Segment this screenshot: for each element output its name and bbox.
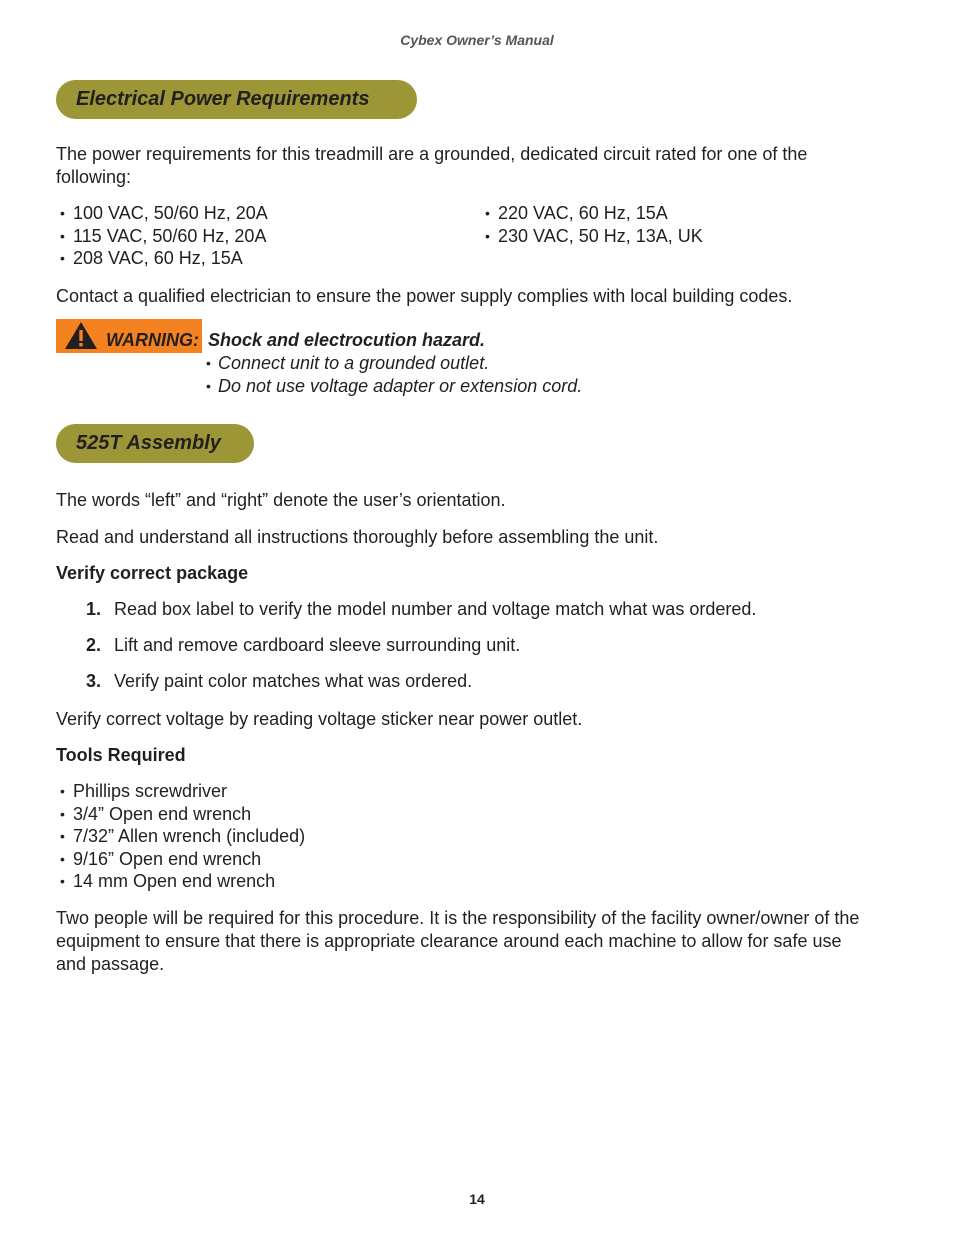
step-text: Read box label to verify the model number and voltage match what was ordered. — [114, 599, 757, 619]
section-title-electrical: Electrical Power Requirements — [56, 80, 417, 119]
orientation-note: The words “left” and “right” denote the user’s orientation. — [56, 490, 506, 510]
step-item — [86, 635, 520, 656]
section-title-assembly: 525T Assembly — [56, 424, 254, 463]
warning-triangle-icon — [64, 321, 98, 350]
list-item: • 9/16” Open end wrench — [60, 848, 305, 871]
verify-package-heading: Verify correct package — [56, 563, 249, 583]
list-item: • 208 VAC, 60 Hz, 15A — [60, 247, 268, 270]
power-intro-line1: The power requirements for this treadmill are a grounded, dedicated circuit rated for one of the — [56, 144, 808, 164]
list-item: • 3/4” Open end wrench — [60, 803, 305, 826]
step-number: 3. — [86, 671, 102, 691]
voltage-list-col2 — [485, 202, 703, 247]
step-number: 1. — [86, 599, 102, 619]
power-intro — [56, 143, 916, 189]
voltage-list-col1 — [60, 202, 268, 270]
list-item: • Phillips screwdriver — [60, 780, 305, 803]
running-header: Cybex Owner’s Manual — [400, 32, 554, 48]
list-item: • 100 VAC, 50/60 Hz, 20A — [60, 202, 268, 225]
list-item: • 7/32” Allen wrench (included) — [60, 825, 305, 848]
step-number: 2. — [86, 635, 102, 655]
tools-heading: Tools Required — [56, 745, 186, 765]
closing-line2: equipment to ensure that there is appropriate clearance around each machine to allow for safe use — [56, 931, 842, 951]
step-item — [86, 599, 756, 620]
read-instructions: Read and understand all instructions thoroughly before assembling the unit. — [56, 527, 659, 547]
step-item — [86, 671, 472, 692]
list-item: • 220 VAC, 60 Hz, 15A — [485, 202, 703, 225]
step-text: Verify paint color matches what was ordered. — [114, 671, 473, 691]
power-intro-line2: following: — [56, 167, 132, 187]
page-number: 14 — [469, 1191, 485, 1207]
list-item: • 14 mm Open end wrench — [60, 870, 305, 893]
warning-label: WARNING: — [106, 330, 199, 350]
closing-line1: Two people will be required for this procedure. It is the responsibility of the facility owner/owner of the — [56, 908, 860, 928]
list-item: • 230 VAC, 50 Hz, 13A, UK — [485, 225, 703, 248]
list-item: • 115 VAC, 50/60 Hz, 20A — [60, 225, 268, 248]
warning-list — [206, 352, 582, 397]
list-item: • Connect unit to a grounded outlet. — [206, 352, 582, 375]
verify-voltage: Verify correct voltage by reading voltage sticker near power outlet. — [56, 709, 583, 729]
list-item: • Do not use voltage adapter or extension cord. — [206, 375, 582, 398]
contact-electrician: Contact a qualified electrician to ensure the power supply complies with local building codes. — [56, 286, 793, 306]
closing-paragraph — [56, 907, 926, 976]
step-text: Lift and remove cardboard sleeve surrounding unit. — [114, 635, 521, 655]
warning-title: Shock and electrocution hazard. — [208, 330, 486, 350]
closing-line3: and passage. — [56, 954, 165, 974]
tools-list — [60, 780, 305, 893]
